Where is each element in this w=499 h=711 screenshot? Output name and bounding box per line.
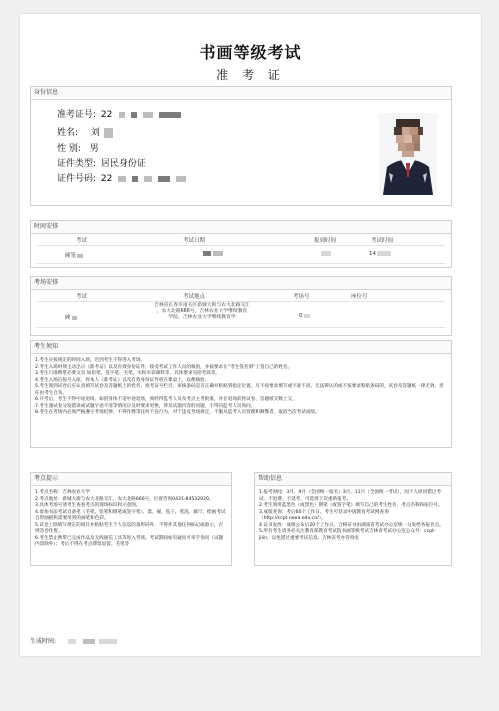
venue-header-seat: 座位号 (351, 294, 368, 300)
help-line: 2.考生须用蓝黑色（或黑色）钢笔（或签字笔）填写自己的考生姓名、考点名称和座位号。 (259, 503, 443, 508)
redaction-mask (131, 112, 137, 118)
notice-line: 8.考生在考场内必须严格遵守考场纪律，不得作弊等任何不良行为，对于违反考场规定，不服从监考人员管理和舞弊者，取消当次考试成绩。 (35, 410, 320, 415)
name-value: 刘 (90, 128, 100, 138)
time-schedule-section (30, 220, 452, 268)
venue-row-exam: 硬 (65, 313, 77, 321)
venue-section-title: 考场安排 (31, 277, 451, 290)
name-row (57, 125, 113, 138)
venue-section (30, 276, 452, 336)
venue-header-room: 考场号 (293, 294, 310, 300)
candidate-photo-image (379, 113, 437, 195)
time-section-title: 时间安排 (31, 221, 451, 234)
venue-address: 吉林省长春市南关区新城大街与农大北路交汇 ，农大北路666号，吉林农业大学继续教育 学院。吉林农业大学继续教育学 (154, 303, 250, 320)
candidate-photo (379, 113, 437, 195)
generated-time-label: 生成时间: (30, 638, 57, 645)
id-number-row (57, 171, 186, 184)
notice-line: 5.考生领到试卷后应认真填写试卷及答题纸上的姓名、准考证号栏目，审核条码是否正确并粘贴到指定位置。凡不按要求填写或字迹不清、无法辨认的或不按要求粘贴条码的，试卷及答题纸一律无效，责任由考生自负。 (35, 384, 444, 396)
notice-line: 1.考生应按规定的时间入场，迟到考生不得进入考场。 (35, 358, 146, 363)
redaction-mask (83, 639, 95, 644)
venue-tips-section (30, 472, 232, 566)
venue-room: 0 (299, 313, 310, 319)
help-section-title: 帮助信息 (255, 473, 451, 486)
tips-line: 1.考点名称：吉林农业大学 (35, 490, 90, 495)
generated-time (30, 636, 117, 645)
divider (37, 301, 445, 302)
venue-header-address: 考试地点 (183, 294, 206, 300)
tips-line: 5.试卷上除填写规定的项目并粘贴考生个人信息的条形码外，不得作其他任何标记或暗示，否则答卷作废。 (35, 522, 224, 534)
tips-line: 6.考生禁止携带已完成作品及无线通信工具等进入考场。考试期间如有疑问可举手询问（试题内容除外）；考后不得在考点滞留逗留。毛笔等 (35, 535, 224, 547)
tips-text (35, 490, 227, 549)
redaction-mask (68, 639, 76, 644)
redaction-mask (176, 176, 186, 182)
tips-line: 3.具体考场号请考生查看考点的现场标识和示意图。 (35, 503, 141, 508)
time-header-date: 考试日期 (183, 238, 206, 244)
redaction-mask (72, 316, 77, 320)
help-line: 5.所有考生请务必关注教育部教育考试院书画等级考试吉林省考试办公室公众号：ccpt-jilin，以免错过重要考试信息。吉林省考办咨询电 (259, 529, 436, 541)
help-line: 3.成绩查询：考后60个工作日，考生可登录中国教育考试网查询（http://ccpt.neea.edu.cn/）。 (259, 509, 389, 521)
notice-section-title: 考生须知 (31, 341, 451, 354)
notice-text (35, 358, 447, 417)
redaction-mask (132, 176, 138, 182)
ticket-number-label: 准考证号: (57, 110, 97, 120)
redaction-mask (213, 251, 223, 256)
time-header-checkin: 报到时间 (314, 238, 337, 244)
id-number-label: 证件号码: (57, 174, 97, 184)
time-row-date (203, 251, 223, 257)
tips-line: 2.考点地址：新城大街与农大北路交汇，农大北路666号，位置咨询0431-84532920。 (35, 496, 214, 502)
id-type-value: 居民身份证 (100, 159, 146, 169)
redaction-mask (158, 176, 170, 182)
notice-line: 4.考生入场后按号入座，将本人《准考证》以及有效身份证件放在课桌上，以便核验。 (35, 377, 210, 383)
name-label: 姓名: (57, 128, 79, 138)
time-row-exam-time: 14 (369, 251, 391, 257)
redaction-mask (377, 251, 391, 256)
redaction-mask (118, 176, 126, 182)
identity-section-title: 身份信息 (31, 87, 451, 100)
ticket-number-row (57, 107, 181, 120)
time-row-checkin (321, 251, 331, 257)
ticket-number-value: 22 (100, 110, 113, 120)
divider (37, 263, 445, 264)
redaction-mask (321, 251, 331, 256)
time-header-exam-time: 考试时间 (371, 238, 394, 244)
notice-line: 3.考生只准携带必要文具 如铅笔、签字笔、毛笔、水粉水彩颜料等，具体要求见招考简章。 (35, 371, 221, 376)
help-line: 1.报考时间：3月、9月（全国统一报名）3月、11月（全国统一考试），因个人原因错过考试、不退费、不延考，可选择下次重新报考。 (259, 490, 442, 502)
divider (37, 327, 445, 328)
gender-label: 性 别: (57, 144, 81, 154)
time-row-exam: 硬笔 (65, 251, 83, 259)
candidate-notice-section (30, 340, 452, 448)
id-type-label: 证件类型: (57, 159, 97, 169)
redaction-mask (119, 112, 125, 118)
redaction-mask (99, 639, 117, 644)
gender-row (57, 141, 99, 154)
time-header-exam: 考试 (76, 238, 88, 244)
doc-subtitle: 准 考 证 (216, 68, 285, 82)
gender-value: 男 (89, 144, 99, 154)
tips-section-title: 考点提示 (31, 473, 231, 486)
notice-line: 7.考生遇试卷分发错误或试题字迹不清等情况应及时要求更换，涉及试题内容的问题，不得向监考人员询问。 (35, 403, 256, 409)
id-type-row (57, 156, 146, 169)
redaction-mask (144, 176, 152, 182)
divider (37, 245, 445, 246)
help-info-section (254, 472, 452, 566)
notice-line: 2.考生入场时须主动出示《准考证》以及有效身份证件，接受考试工作人员的核验，并按要求在“考生签名册”上签自己的姓名。 (35, 364, 293, 370)
notice-line: 6.开考后，考生不得中途退场。如因身体不适中途退场，须经得监考人员及考点主考批准，并在退场前将试卷、答题纸交数上交。 (35, 397, 297, 402)
redaction-mask (104, 128, 113, 138)
venue-header-exam: 考试 (76, 294, 88, 300)
id-number-value: 22 (100, 174, 113, 184)
redaction-mask (77, 254, 83, 258)
redaction-mask (304, 314, 310, 318)
redaction-mask (203, 251, 211, 256)
identity-section (30, 86, 452, 206)
help-text (259, 490, 447, 542)
help-line: 4.证书发放：成绩公布后20个工作日，合格证书由湖南省考试办公室统一分发给各报名点。 (259, 522, 444, 528)
redaction-mask (143, 112, 153, 118)
doc-title: 书画等级考试 (199, 43, 302, 62)
redaction-mask (159, 112, 181, 118)
tips-line: 4.参加书法考试自备笔（毛笔、铅笔和钢笔或签字笔）、墨、砚、毡子、笔洗、镇尺；绘画考试自带画板和需要用到的画笔和色彩。 (35, 509, 226, 521)
